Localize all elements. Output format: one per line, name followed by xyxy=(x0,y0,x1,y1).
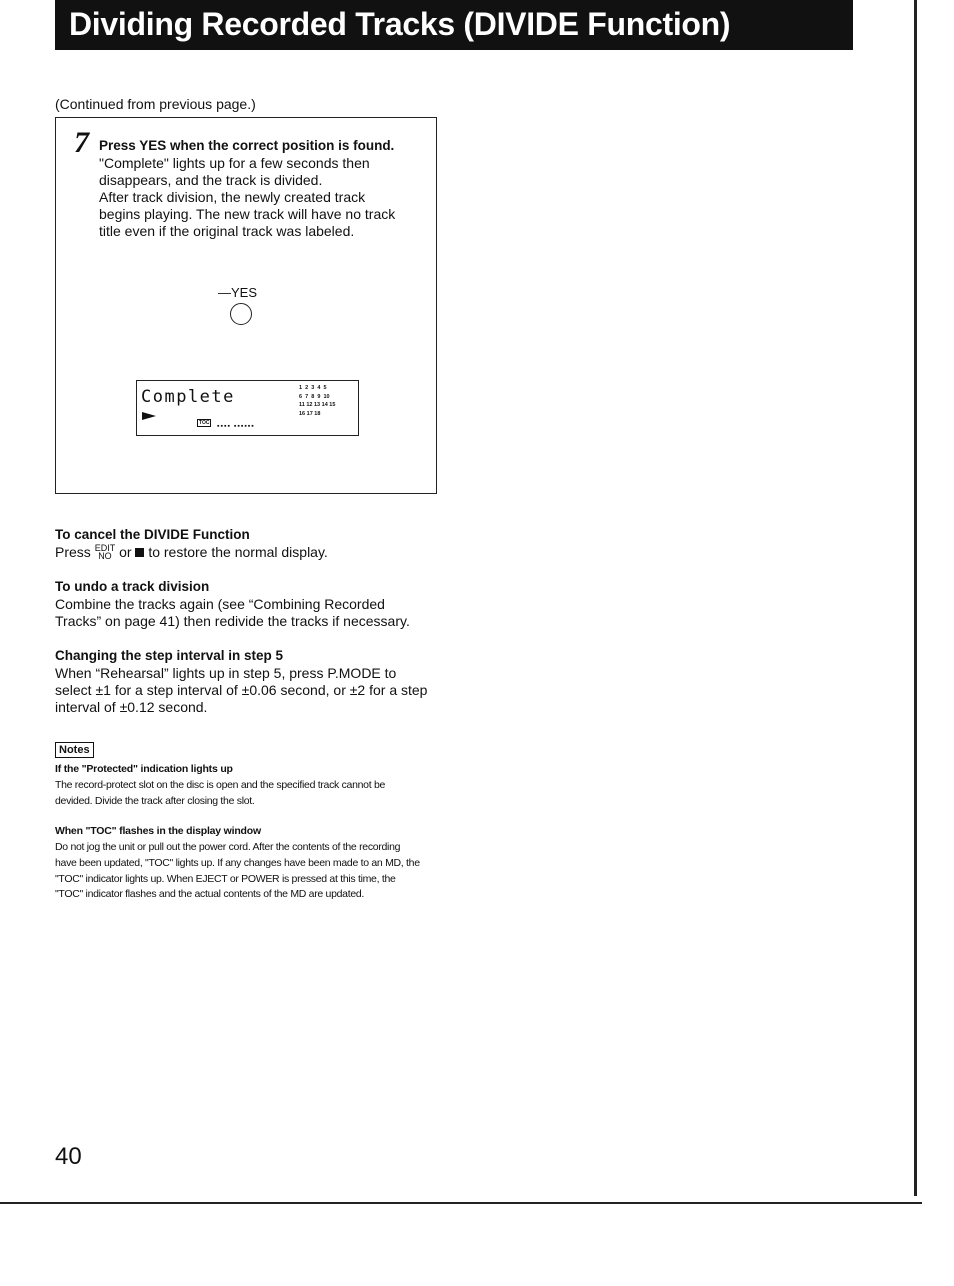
toc-indicator: TOC xyxy=(199,420,210,426)
notes-label: Notes xyxy=(55,742,94,758)
step-line: begins playing. The new track will have no track xyxy=(99,206,396,222)
section-heading-step-interval: Changing the step interval in step 5 xyxy=(55,648,284,663)
step-box xyxy=(55,117,437,494)
grid-row: 11 12 13 14 15 xyxy=(299,402,336,408)
note-line: "TOC" indicator flashes and the actual contents of the MD are updated. xyxy=(55,888,365,901)
note-line: The record-protect slot on the disc is open and the specified track cannot be xyxy=(55,779,386,791)
grid-row: 16 17 18 xyxy=(299,410,321,417)
step-line: disappears, and the track is divided. xyxy=(99,172,323,188)
text: or xyxy=(119,544,132,560)
section-heading-cancel: To cancel the DIVIDE Function xyxy=(55,527,250,542)
note-body-toc xyxy=(55,840,420,903)
note-line: have been updated, "TOC" lights up. If any changes have been made to an MD, the xyxy=(55,856,420,869)
step-line: "Complete" lights up for a few seconds then xyxy=(99,155,370,171)
step-number: 7 xyxy=(74,126,89,159)
lcd-complete-text: Complete xyxy=(141,387,235,407)
play-indicator-icon xyxy=(142,412,156,420)
text-line: Tracks” on page 41) then redivide the tracks if necessary. xyxy=(55,613,410,629)
text: to restore the normal display. xyxy=(148,544,328,560)
text-line: Combine the tracks again (see “Combining Recorded xyxy=(55,596,385,612)
text: Press xyxy=(55,544,91,560)
text-line: select ±1 for a step interval of ±0.06 second, or ±2 for a step xyxy=(55,682,428,698)
title-banner xyxy=(55,0,853,50)
section-body-cancel xyxy=(55,544,328,561)
step-line: After track division, the newly created track xyxy=(99,189,366,205)
grid-row: 1 2 3 4 5 xyxy=(299,385,327,391)
text-line: When “Rehearsal” lights up in step 5, press P.MODE to xyxy=(55,665,397,681)
track-number-grid xyxy=(299,384,335,418)
step-heading: Press YES when the correct position is found. xyxy=(99,138,395,153)
text-line: interval of ±0.12 second. xyxy=(55,699,208,715)
note-line: Do not jog the unit or pull out the power cord. After the contents of the recording xyxy=(55,841,401,853)
key-bottom: NO xyxy=(98,551,112,561)
stop-key-icon xyxy=(135,548,144,557)
step-body xyxy=(99,155,424,240)
page-title: Dividing Recorded Tracks (DIVIDE Function) xyxy=(69,6,731,42)
yes-label: —YES xyxy=(218,285,258,300)
lcd-display xyxy=(136,380,359,436)
grid-row: 6 7 8 9 10 xyxy=(299,393,330,400)
section-body-undo xyxy=(55,596,410,630)
note-line: devided. Divide the track after closing the slot. xyxy=(55,794,255,807)
note-line: "TOC" indicator lights up. When EJECT or POWER is pressed at this time, the xyxy=(55,872,396,885)
yes-button-icon xyxy=(230,303,252,325)
step-line: title even if the original track was labeled. xyxy=(99,223,355,239)
key-top: EDIT xyxy=(94,543,116,553)
bottom-rule xyxy=(0,1202,922,1204)
edit-no-key-icon xyxy=(95,544,116,560)
page-edge-rule xyxy=(914,0,917,1196)
note-body-protected xyxy=(55,778,385,810)
section-heading-undo: To undo a track division xyxy=(55,579,210,594)
note-heading-protected: If the "Protected" indication lights up xyxy=(55,763,233,775)
page-number: 40 xyxy=(55,1143,82,1170)
section-body-step-interval xyxy=(55,665,427,716)
continued-note: (Continued from previous page.) xyxy=(55,96,256,112)
note-heading-toc: When "TOC" flashes in the display window xyxy=(55,825,261,837)
level-meter-icon: ▪▪▪▪ ▪▪▪▪▪▪ xyxy=(217,423,255,430)
